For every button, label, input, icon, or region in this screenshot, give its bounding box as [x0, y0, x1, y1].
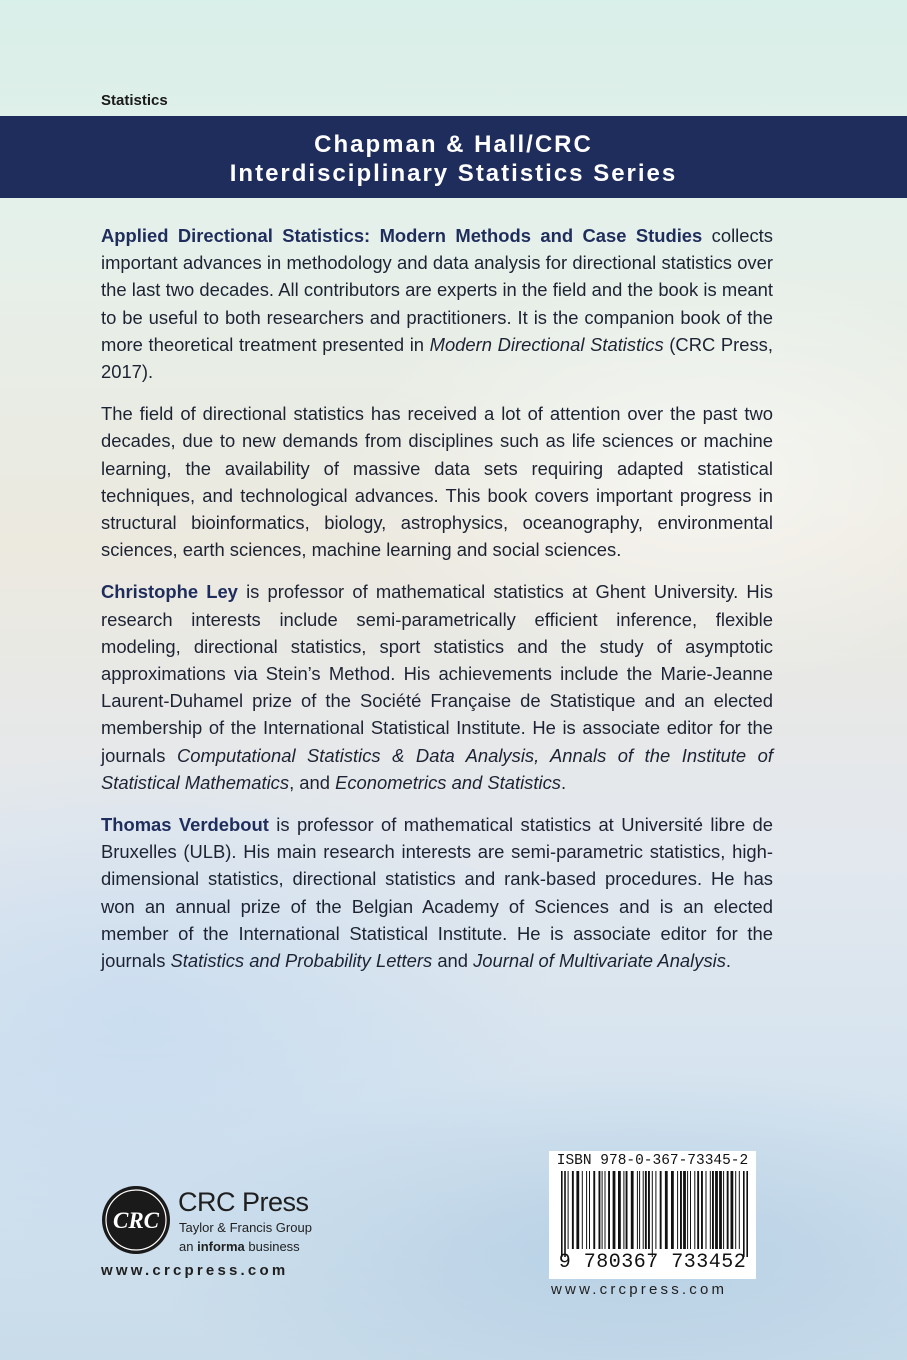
- paragraph-field: The field of directional statistics has received a lot of attention over the past two decades, due to new demands from disciplines such as life sciences or machine learning, the availability of massive data sets requiring adapted statistical techniques, and technological advances. This book covers important progress in structural bioinformatics, biology, astrophysics, oceanography, environmental sciences, earth sciences, machine learning and social sciences.: [101, 403, 773, 561]
- journal-names-verdebout-2: Journal of Multivariate Analysis: [473, 950, 726, 972]
- paragraph-author-verdebout: [101, 811, 773, 974]
- barcode-bar: [568, 1171, 569, 1249]
- journal-names-ley-1: Computational Statistics & Data Analysis, Annals of the Institute of Statistical Mathematics: [101, 744, 774, 793]
- barcode-bar: [608, 1171, 610, 1249]
- bio-end-verdebout: .: [725, 950, 732, 972]
- barcode-bar: [605, 1171, 606, 1249]
- barcode-bar: [715, 1171, 718, 1249]
- barcode-bar: [623, 1171, 624, 1249]
- paragraph-author-ley: [101, 578, 773, 796]
- crc-logo-icon: [101, 1185, 171, 1255]
- barcode-bar: [593, 1171, 595, 1249]
- barcode-bar: [639, 1171, 640, 1249]
- barcode-bar: [690, 1171, 691, 1249]
- barcode-bar: [727, 1171, 729, 1249]
- author-name-verdebout: Thomas Verdebout: [101, 814, 269, 836]
- barcode-bar: [739, 1171, 740, 1249]
- series-title-line2: Interdisciplinary Statistics Series: [229, 160, 678, 187]
- barcode-bar: [572, 1171, 574, 1249]
- barcode-bar: [589, 1171, 590, 1249]
- bio-connector-ley: , and: [289, 771, 336, 793]
- series-banner: [0, 116, 907, 198]
- barcode-bar: [586, 1171, 587, 1249]
- barcode-bar: [677, 1171, 678, 1249]
- author-name-ley: Christophe Ley: [101, 581, 238, 603]
- barcode-url: www.crcpress.com: [551, 1281, 728, 1298]
- series-title-line1: Chapman & Hall/CRC: [314, 131, 593, 158]
- informa-suffix: business: [244, 1239, 300, 1254]
- barcode-bar: [631, 1171, 634, 1249]
- category-label: Statistics: [101, 92, 168, 109]
- barcode-bar: [660, 1171, 662, 1249]
- barcode-bar: [561, 1171, 563, 1257]
- bio-end-ley: .: [560, 771, 567, 793]
- paragraph-description: [101, 222, 773, 385]
- barcode-bar: [710, 1171, 711, 1249]
- publisher-informa: [179, 1239, 300, 1254]
- isbn-barcode: [549, 1151, 756, 1279]
- barcode-bar: [564, 1171, 566, 1257]
- companion-book-title: Modern Directional Statistics: [429, 333, 664, 355]
- barcode-bar: [613, 1171, 616, 1249]
- barcode-bar: [652, 1171, 653, 1257]
- informa-word: informa: [197, 1239, 245, 1254]
- author-bio-ley: is professor of mathematical statistics at Ghent University. His research interests include semi-parametrically efficient inference, flexible modeling, directional statistics, sport statistics and the study of asymptotic approximations via Stein’s Method. His achievements include the Marie-Jeanne Laurent-Duhamel prize of the Société Française de Statistique and an elected membership of the International Statistical Institute. He is associate editor for the journals: [101, 581, 773, 766]
- author-bio-verdebout: is professor of mathematical statistics at Université libre de Bruxelles (ULB). His main research interests are semi-parametric statistics, high-dimensional statistics, directional statistics and rank-based procedures. He has won an annual prize of the Belgian Academy of Sciences and is an elected member of the International Statistical Institute. He is associate editor for the journals: [101, 814, 773, 972]
- barcode-bar: [731, 1171, 734, 1249]
- barcode-bar: [706, 1171, 707, 1249]
- barcode-bar: [701, 1171, 703, 1249]
- barcode-bar: [671, 1171, 674, 1249]
- barcode-bar: [712, 1171, 714, 1249]
- barcode-bar: [680, 1171, 682, 1249]
- barcode-bar: [694, 1171, 695, 1249]
- barcode-bar: [719, 1171, 722, 1249]
- informa-prefix: an: [179, 1239, 198, 1254]
- description-text: collects important advances in methodology and data analysis for directional statistics over the last two decades. All contributors are experts in the field and the book is meant to be useful to both researchers and practitioners. It is the companion book of the more theoretical treatment presented in: [101, 225, 773, 355]
- publisher-url: www.crcpress.com: [101, 1262, 289, 1279]
- barcode-bar: [648, 1171, 650, 1249]
- barcode-bar: [683, 1171, 686, 1249]
- barcode-bar: [618, 1171, 621, 1249]
- barcode-bar: [743, 1171, 745, 1257]
- barcode-bar: [582, 1171, 583, 1249]
- barcode-digits: 9 780367 733452: [558, 1251, 747, 1274]
- description-text-end: (CRC Press, 2017).: [101, 333, 773, 383]
- barcode-bar: [626, 1171, 628, 1249]
- journal-names-ley-2: Econometrics and Statistics: [335, 771, 561, 793]
- back-cover-text: [101, 222, 773, 989]
- book-title: Applied Directional Statistics: Modern Methods and Case Studies: [101, 225, 703, 246]
- bio-connector-verdebout: and: [432, 950, 474, 972]
- barcode-bar: [645, 1171, 647, 1249]
- barcode-bar: [655, 1171, 656, 1249]
- barcode-bars-icon: [559, 1171, 749, 1257]
- publisher-group: Taylor & Francis Group: [179, 1220, 312, 1235]
- barcode-bar: [723, 1171, 724, 1249]
- barcode-bar: [599, 1171, 601, 1249]
- isbn-label: ISBN 978-0-367-73345-2: [556, 1153, 749, 1169]
- barcode-bar: [665, 1171, 668, 1249]
- barcode-bar: [735, 1171, 736, 1249]
- barcode-bar: [602, 1171, 603, 1249]
- barcode-bar: [746, 1171, 748, 1257]
- barcode-bar: [637, 1171, 638, 1249]
- barcode-bar: [687, 1171, 688, 1249]
- publisher-name: CRC Press: [178, 1187, 309, 1217]
- journal-names-verdebout-1: Statistics and Probability Letters: [170, 950, 433, 972]
- logo-lettering: CRC: [112, 1208, 160, 1233]
- barcode-bar: [576, 1171, 579, 1249]
- barcode-bar: [697, 1171, 699, 1249]
- barcode-bar: [643, 1171, 644, 1249]
